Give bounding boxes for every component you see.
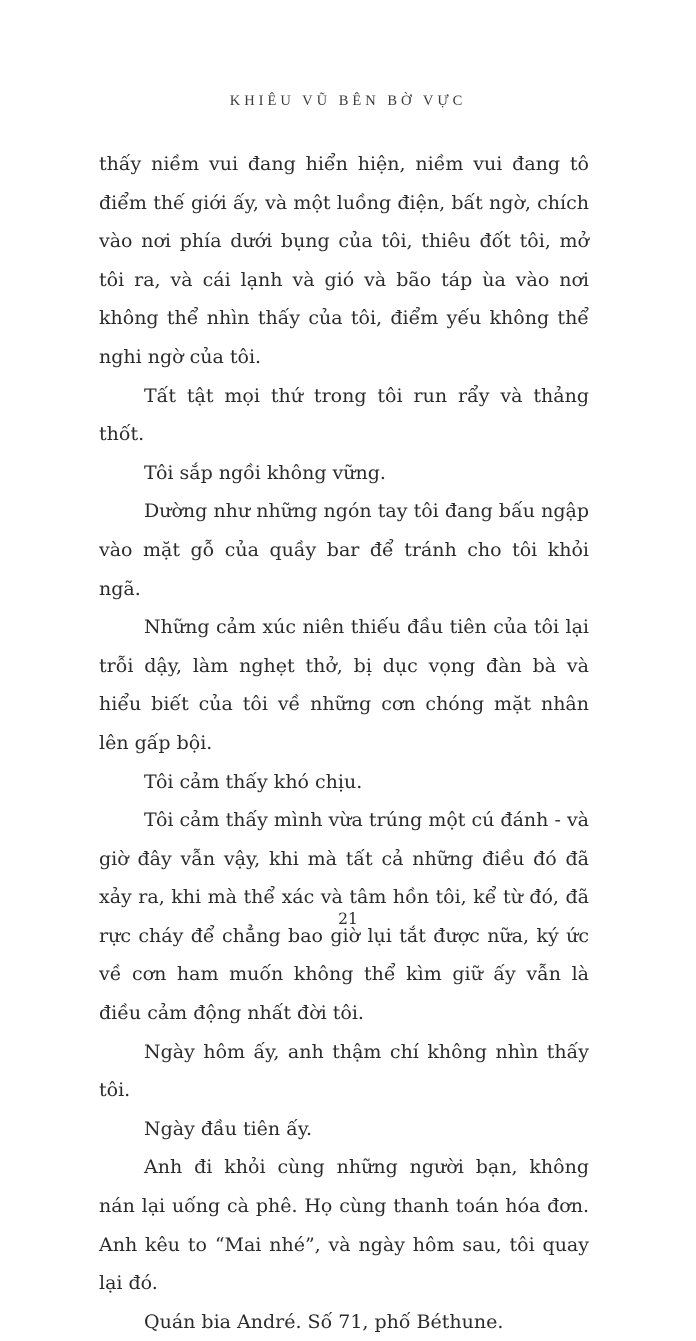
page-number: 21: [338, 910, 358, 928]
paragraph: Anh đi khỏi cùng những người bạn, không nán lại uống cà phê. Họ cùng thanh toán hóa đơn. Anh kêu to “Mai nhé”, và ngày hôm sau, tôi quay lại đó.: [99, 1156, 589, 1295]
paragraph: Ngày hôm ấy, anh thậm chí không nhìn thấy tôi.: [99, 1040, 589, 1102]
paragraph: Quán bia André. Số 71, phố Béthune.: [144, 1310, 504, 1333]
paragraph: Ngày đầu tiên ấy.: [144, 1117, 313, 1140]
paragraph: Tôi cảm thấy khó chịu.: [144, 770, 363, 793]
paragraph: Dường như những ngón tay tôi đang bấu ngập vào mặt gỗ của quầy bar để tránh cho tôi khỏi ngã.: [99, 500, 589, 600]
paragraph-continued: thấy niềm vui đang hiển hiện, niềm vui đang tô điểm thế giới ấy, và một luồng điện, bất ngờ, chích vào nơi phía dưới bụng của tôi, thiêu đốt tôi, mở tôi ra, và cái lạnh và gió và bão táp ùa vào nơi không thể nhìn thấy của tôi, điểm yếu không thể nghi ngờ của tôi.: [99, 153, 589, 368]
paragraph: Tôi cảm thấy mình vừa trúng một cú đánh - và giờ đây vẫn vậy, khi mà tất cả những điều đó đã xảy ra, khi mà thể xác và tâm hồn tôi, kể từ đó, đã rực cháy để chẳng bao giờ lụi tắt được nữa, ký ức về cơn ham muốn không thể kìm giữ ấy vẫn là điều cảm động nhất đời tôi.: [99, 809, 589, 1025]
body-text: [99, 145, 589, 1341]
running-header: KHIÊU VŨ BÊN BỜ VỰC: [229, 93, 467, 109]
paragraph: Tôi sắp ngồi không vững.: [144, 461, 386, 484]
paragraph: Những cảm xúc niên thiếu đầu tiên của tôi lại trỗi dậy, làm nghẹt thở, bị dục vọng đàn bà và hiểu biết của tôi về những cơn chóng mặt nhân lên gấp bội.: [99, 616, 589, 754]
paragraph: Tất tật mọi thứ trong tôi run rẩy và thảng thốt.: [99, 384, 589, 446]
